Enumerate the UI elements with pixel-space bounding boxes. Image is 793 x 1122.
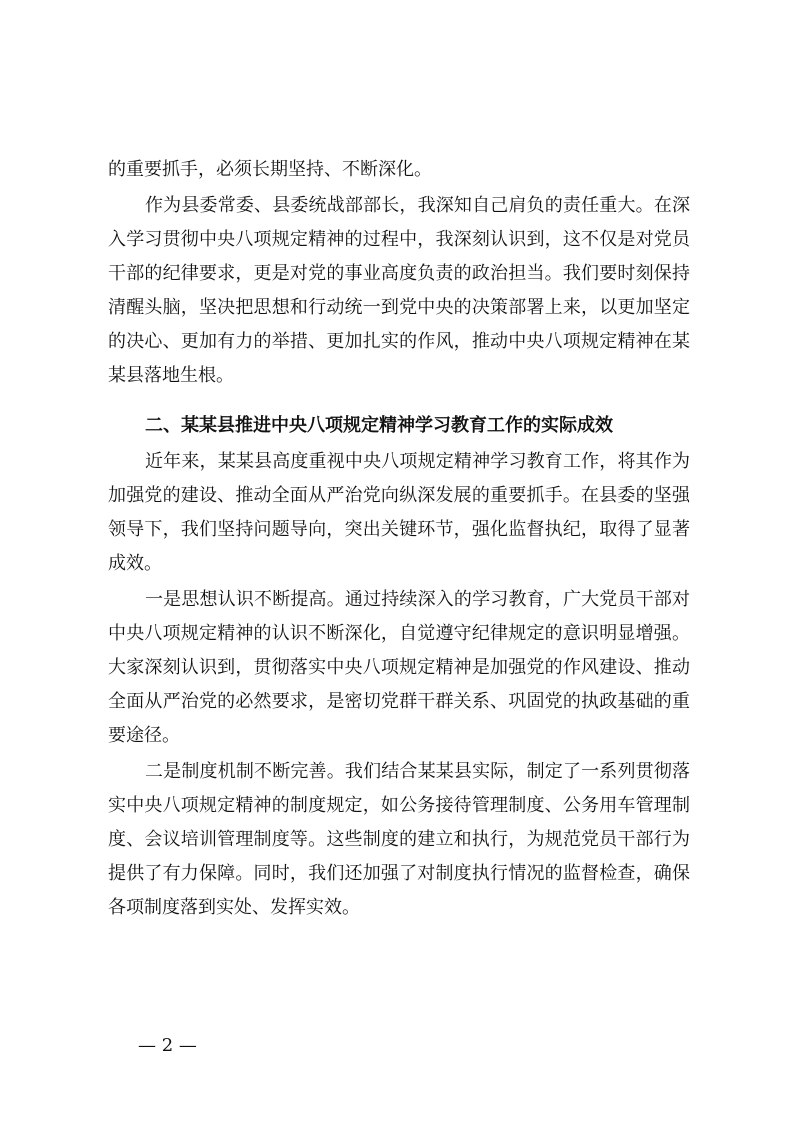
paragraph-continuation [108,153,690,187]
page-number: — 2 — [138,1035,197,1056]
text-column [108,153,690,925]
paragraph-point-one [108,583,690,753]
text-line: 全面从严治党的必然要求，是密切党群干群关系、巩固党的执政基础的重 [108,691,690,712]
paragraph-overview [108,445,690,581]
section-heading: 二、某某县推进中央八项规定精神学习教育工作的实际成效 [145,415,613,436]
text-line: 中央八项规定精神的认识不断深化，自觉遵守纪律规定的意识明显增强。 [108,623,690,644]
paragraph-responsibility [108,189,690,393]
text-line: 的决心、更加有力的举措、更加扎实的作风，推动中央八项规定精神在某 [108,331,690,352]
paragraph-point-two [108,755,690,925]
text-line: 实中央八项规定精神的制度规定，如公务接待管理制度、公务用车管理制 [108,795,690,816]
text-line: 提供了有力保障。同时，我们还加强了对制度执行情况的监督检查，确保 [108,863,690,884]
text-line: 大家深刻认识到，贯彻落实中央八项规定精神是加强党的作风建设、推动 [108,657,690,678]
text-line: 干部的纪律要求，更是对党的事业高度负责的政治担当。我们要时刻保持 [108,263,690,284]
text-line: 要途径。 [108,725,180,746]
text-line: 领导下，我们坚持问题导向，突出关键环节，强化监督执纪，取得了显著 [108,519,690,540]
text-line: 某县落地生根。 [108,365,234,386]
text-line: 作为县委常委、县委统战部部长，我深知自己肩负的责任重大。在深 [145,195,690,216]
text-line: 一是思想认识不断提高。通过持续深入的学习教育，广大党员干部对 [145,589,690,610]
text-line: 清醒头脑，坚决把思想和行动统一到党中央的决策部署上来，以更加坚定 [108,297,690,318]
text-line: 入学习贯彻中央八项规定精神的过程中，我深刻认识到，这不仅是对党员 [108,229,690,250]
text-line: 二是制度机制不断完善。我们结合某某县实际，制定了一系列贯彻落 [145,761,690,782]
text-line: 成效。 [108,553,162,574]
text-line: 各项制度落到实处、发挥实效。 [108,897,360,918]
text-line: 加强党的建设、推动全面从严治党向纵深发展的重要抓手。在县委的坚强 [108,485,690,506]
section-heading-wrapper [108,409,690,443]
text-line: 的重要抓手，必须长期坚持、不断深化。 [108,159,432,180]
text-line: 近年来，某某县高度重视中央八项规定精神学习教育工作，将其作为 [145,451,690,472]
text-line: 度、会议培训管理制度等。这些制度的建立和执行，为规范党员干部行为 [108,829,690,850]
